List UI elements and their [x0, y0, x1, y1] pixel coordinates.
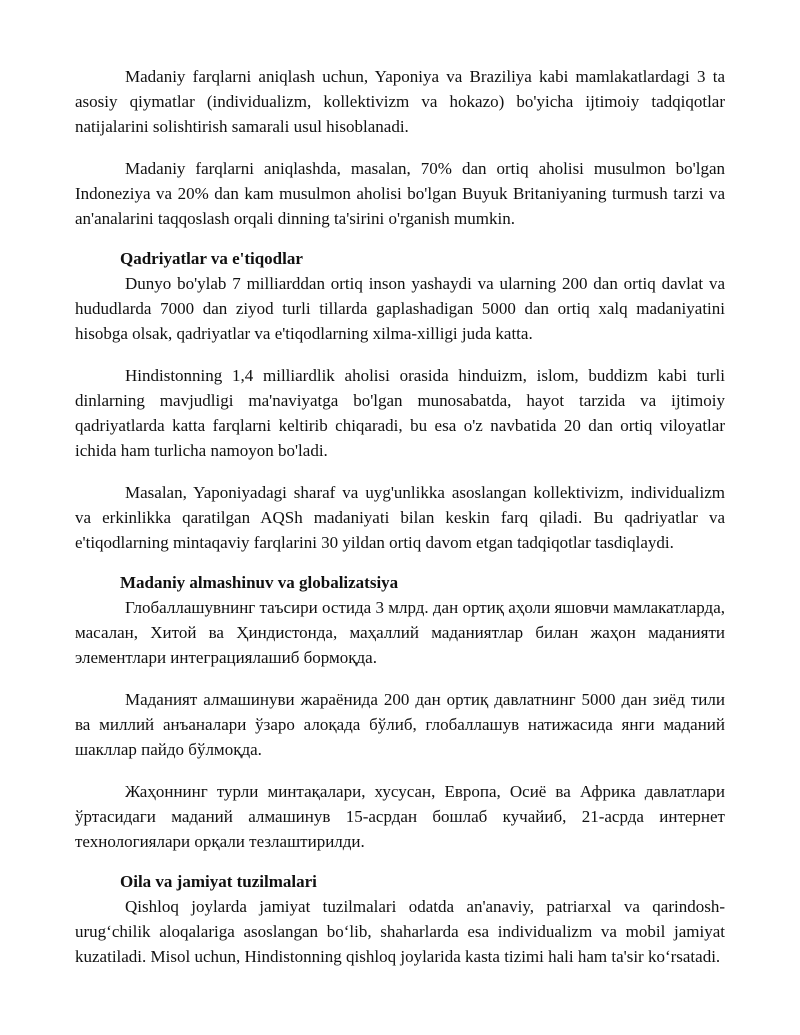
heading-cultural-exchange-globalization: Madaniy almashinuv va globalizatsiya	[120, 573, 399, 592]
paragraph-rural-urban-structures: Qishloq joylarda jamiyat tuzilmalari odatda an'anaviy, patriarxal va qarindosh-urug‘chilik aloqalariga asoslangan bo‘lib, shaharlarda esa individualizm va mobil jamiyat kuzatiladi. Misol uchun, Hindistonning qishloq joylarida kasta tizimi hali ham ta'sir ko‘rsatadi.	[75, 897, 725, 966]
paragraph-cultural-exchange-process: Маданият алмашинуви жараёнида 200 дан ортиқ давлатнинг 5000 дан зиёд тили ва миллий анъаналари ўзаро алоқада бўлиб, глобаллашув натижасида янги маданий шакллар пайдо бўлмоқда.	[75, 690, 725, 759]
heading-values-beliefs: Qadriyatlar va e'tiqodlar	[120, 249, 303, 268]
paragraph-globalization-impact: Глобаллашувнинг таъсири остида 3 млрд. дан ортиқ аҳоли яшовчи мамлакатларда, масалан, Хитой ва Ҳиндистонда, маҳаллий маданиятлар билан жаҳон маданияти элементлари интеграциялашиб бормоқда.	[75, 598, 725, 667]
paragraph-regional-exchange-history: Жаҳоннинг турли минтақалари, хусусан, Европа, Осиё ва Африка давлатлари ўртасидаги маданий алмашинув 15-асрдан бошлаб кучайиб, 21-асрда интернет технологиялари орқали тезлаштирилди.	[75, 782, 725, 851]
paragraph-religion-comparison: Madaniy farqlarni aniqlashda, masalan, 70% dan ortiq aholisi musulmon bo'lgan Indoneziya va 20% dan kam musulmon aholisi bo'lgan Buyuk Britaniyaning turmush tarzi va an'analarini taqqoslash orqali dinning ta'sirini o'rganish mumkin.	[75, 159, 725, 228]
paragraph-cultural-comparison-methods: Madaniy farqlarni aniqlash uchun, Yaponiya va Braziliya kabi mamlakatlardagi 3 ta asosiy qiymatlar (individualizm, kollektivizm va hokazo) bo'yicha ijtimoiy tadqiqotlar natijalarini solishtirish samarali usul hisoblanadi.	[75, 67, 725, 136]
heading-family-society-structures: Oila va jamiyat tuzilmalari	[120, 872, 317, 891]
paragraph-japan-usa-comparison: Masalan, Yaponiyadagi sharaf va uyg'unlikka asoslangan kollektivizm, individualizm va erkinlikka qaratilgan AQSh madaniyati bilan keskin farq qiladi. Bu qadriyatlar va e'tiqodlarning mintaqaviy farqlarini 30 yildan ortiq davom etgan tadqiqotlar tasdiqlaydi.	[75, 483, 725, 552]
paragraph-world-population-diversity: Dunyo bo'ylab 7 milliarddan ortiq inson yashaydi va ularning 200 dan ortiq davlat va hududlarda 7000 dan ziyod turli tillarda gaplashadigan 5000 dan ortiq xalq madaniyatini hisobga olsak, qadriyatlar va e'tiqodlarning xilma-xilligi juda katta.	[75, 274, 725, 343]
paragraph-india-religions: Hindistonning 1,4 milliardlik aholisi orasida hinduizm, islom, buddizm kabi turli dinlarning mavjudligi ma'naviyatga bo'lgan munosabatda, hayot tarzida va ijtimoiy qadriyatlarda katta farqlarni keltirib chiqaradi, bu esa o'z navbatida 20 dan ortiq viloyatlar ichida ham turlicha namoyon bo'ladi.	[75, 366, 725, 460]
